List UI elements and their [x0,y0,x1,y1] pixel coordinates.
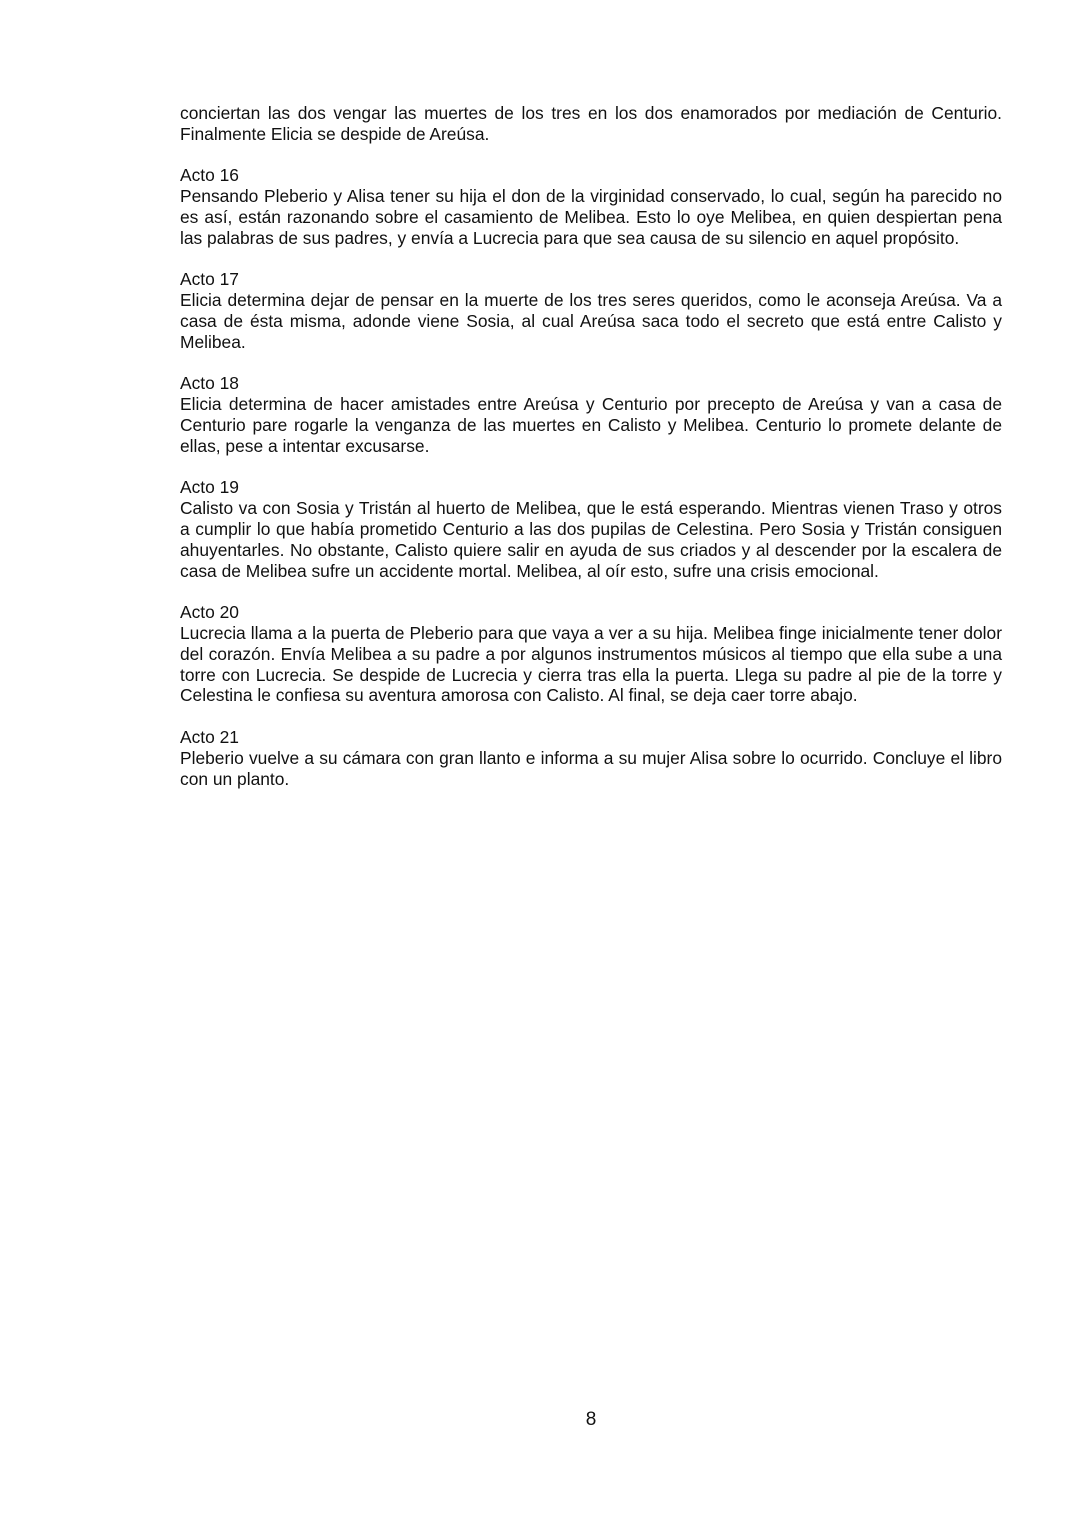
act-20-section [180,602,1002,706]
act-18-section [180,373,1002,456]
act-17-section [180,269,1002,352]
act-summary: Pleberio vuelve a su cámara con gran llanto e informa a su mujer Alisa sobre lo ocurrido. Concluye el libro con un planto. [180,747,1002,789]
act-summary: Lucrecia llama a la puerta de Pleberio para que vaya a ver a su hija. Melibea finge inicialmente tener dolor del corazón. Envía Melibea a su padre a por algunos instrumentos músicos al tiempo que ella sube a una torre con Lucrecia. Se despide de Lucrecia y cierra tras ella la puerta. Llega su padre al pie de la torre y Celestina le confiesa su aventura amorosa con Calisto. Al final, se deja caer torre abajo. [180,622,1002,706]
act-summary: Pensando Pleberio y Alisa tener su hija el don de la virginidad conservado, lo cual, según ha parecido no es así, están razonando sobre el casamiento de Melibea. Esto lo oye Melibea, en quien despiertan pena las palabras de sus padres, y envía a Lucrecia para que sea causa de su silencio en aquel propósito. [180,186,1002,248]
act-16-section [180,165,1002,248]
act-heading: Acto 18 [180,373,239,394]
act-summary: Elicia determina de hacer amistades entre Areúsa y Centurio por precepto de Areúsa y van a casa de Centurio pare rogarle la venganza de las muertes en Calisto y Melibea. Centurio lo promete delante de ellas, pese a intentar excusarse. [180,394,1002,456]
act-heading: Acto 19 [180,477,239,498]
document-body [180,103,1002,789]
act-21-section [180,727,1002,789]
act-heading: Acto 17 [180,269,239,290]
intro-paragraph: conciertan las dos vengar las muertes de los tres en los dos enamorados por mediación de Centurio. Finalmente Elicia se despide de Areúsa. [180,103,1002,144]
act-heading: Acto 21 [180,726,239,747]
act-summary: Calisto va con Sosia y Tristán al huerto de Melibea, que le está esperando. Mientras vienen Traso y otros a cumplir lo que había prometido Centurio a las dos pupilas de Celestina. Pero Sosia y Tristán consiguen ahuyentarles. No obstante, Calisto quiere salir en ayuda de sus criados y al descender por la escalera de casa de Melibea sufre un accidente mortal. Melibea, al oír esto, sufre una crisis emocional. [180,498,1002,581]
page-number: 8 [585,1409,597,1430]
act-summary: Elicia determina dejar de pensar en la muerte de los tres seres queridos, como le aconseja Areúsa. Va a casa de ésta misma, adonde viene Sosia, al cual Areúsa saca todo el secreto que está entre Calisto y Melibea. [180,290,1002,352]
act-heading: Acto 16 [180,165,239,186]
act-19-section [180,477,1002,581]
act-heading: Acto 20 [180,602,239,623]
